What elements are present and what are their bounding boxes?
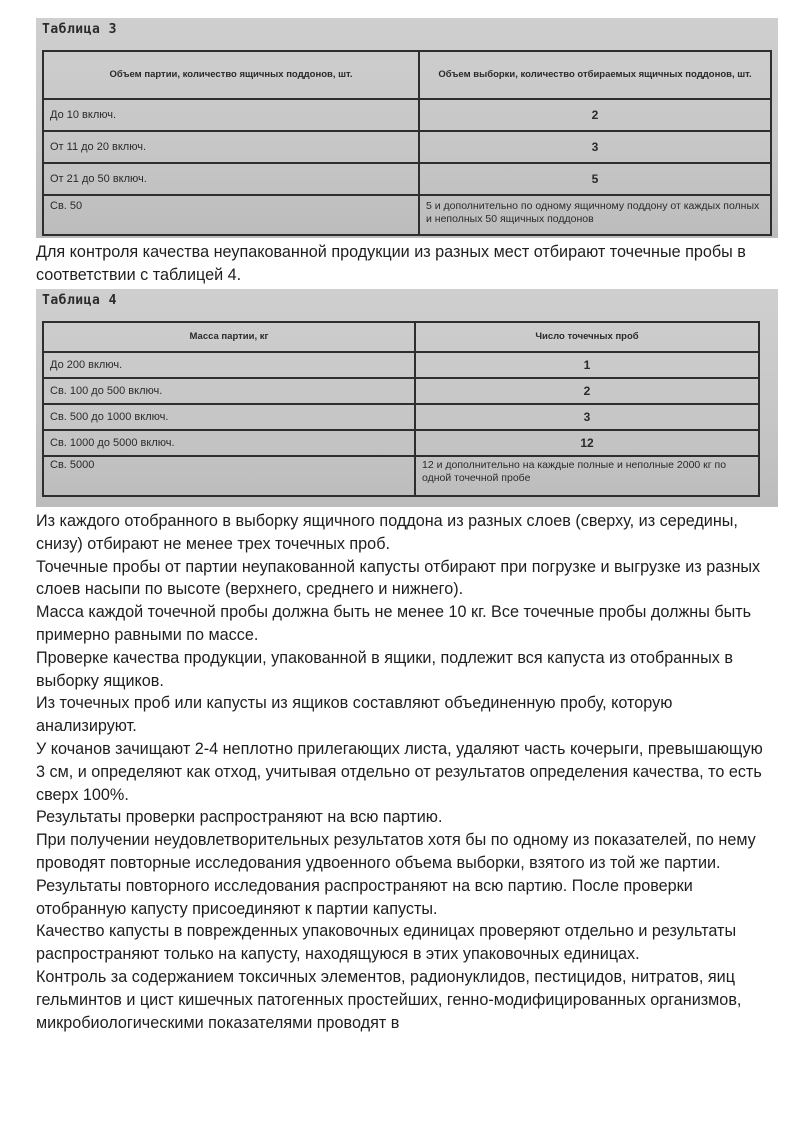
- paragraph: Качество капусты в поврежденных упаковочных единицах проверяют отдельно и результаты распространяют только на капусту, находящуюся в этих упаковочных единицах.: [36, 922, 737, 964]
- table-header-cell: Объем выборки, количество отбираемых ящичных поддонов, шт.: [419, 51, 771, 99]
- table-cell: 12: [415, 430, 759, 456]
- table-4-photo: [36, 289, 778, 507]
- table-row: [43, 131, 771, 163]
- intro-text: [36, 241, 776, 287]
- table-cell: Св. 100 до 500 включ.: [43, 378, 415, 404]
- paragraph: Результаты проверки распространяют на всю партию.: [36, 808, 443, 827]
- table-cell: 5: [419, 163, 771, 195]
- paragraph: Проверке качества продукции, упакованной в ящики, подлежит вся капуста из отобранных в выборку ящиков.: [36, 648, 733, 690]
- table-4-title: Таблица 4: [42, 293, 117, 308]
- table-row: [43, 352, 759, 378]
- paragraph: При получении неудовлетворительных результатов хотя бы по одному из показателей, по нему проводят повторные исследования удвоенного объема выборки, взятого из той же партии. Результаты повторного исследования распространяют на всю партию. После проверки отобранную капусту присоединяют к партии капусты.: [36, 831, 756, 918]
- paragraph: У кочанов зачищают 2-4 неплотно прилегающих листа, удаляют часть кочерыги, превышающую 3 см, и определяют как отход, учитывая отдельно от результатов определения качества, то есть сверх 100%.: [36, 739, 763, 804]
- table-3-title: Таблица 3: [42, 22, 117, 37]
- table-row: [43, 99, 771, 131]
- table-row: [43, 456, 759, 496]
- table-cell: Св. 500 до 1000 включ.: [43, 404, 415, 430]
- paragraph: Точечные пробы от партии неупакованной капусты отбирают при погрузке и выгрузке из разных слоев насыпи по высоте (верхнего, среднего и нижнего).: [36, 557, 761, 599]
- table-cell: До 10 включ.: [43, 99, 419, 131]
- table-cell: 12 и дополнительно на каждые полные и неполные 2000 кг по одной точечной пробе: [415, 456, 759, 496]
- table-cell: Св. 50: [43, 195, 419, 235]
- table-header-row: [43, 322, 759, 352]
- table-row: [43, 378, 759, 404]
- table-row: [43, 195, 771, 235]
- intro-paragraph: Для контроля качества неупакованной продукции из разных мест отбирают точечные пробы в соответствии с таблицей 4.: [36, 243, 746, 284]
- table-3: [42, 50, 772, 236]
- table-cell: 5 и дополнительно по одному ящичному поддону от каждых полных и неполных 50 ящичных поддонов: [419, 195, 771, 235]
- paragraph: Из каждого отобранного в выборку ящичного поддона из разных слоев (сверху, из середины, снизу) отбирают не менее трех точечных проб.: [36, 512, 738, 553]
- table-cell: 1: [415, 352, 759, 378]
- table-cell: Св. 1000 до 5000 включ.: [43, 430, 415, 456]
- paragraph: Из точечных проб или капусты из ящиков составляют объединенную пробу, которую анализируют.: [36, 694, 673, 736]
- table-row: [43, 163, 771, 195]
- table-4: [42, 321, 760, 497]
- table-row: [43, 404, 759, 430]
- table-header-cell: Число точечных проб: [415, 322, 759, 352]
- table-cell: 2: [415, 378, 759, 404]
- table-header-row: [43, 51, 771, 99]
- table-cell: До 200 включ.: [43, 352, 415, 378]
- table-cell: 3: [419, 131, 771, 163]
- paragraph: Контроль за содержанием токсичных элементов, радионуклидов, пестицидов, нитратов, яиц гельминтов и цист кишечных патогенных простейших, генно-модифицированных организмов, микробиологическими показателями проводят в: [36, 967, 742, 1032]
- table-cell: От 21 до 50 включ.: [43, 163, 419, 195]
- body-text: [36, 510, 776, 1034]
- table-row: [43, 430, 759, 456]
- table-cell: От 11 до 20 включ.: [43, 131, 419, 163]
- table-3-photo: [36, 18, 778, 238]
- table-header-cell: Объем партии, количество ящичных поддонов, шт.: [43, 51, 419, 99]
- table-header-cell: Масса партии, кг: [43, 322, 415, 352]
- paragraph: Масса каждой точечной пробы должна быть не менее 10 кг. Все точечные пробы должны быть примерно равными по массе.: [36, 603, 752, 644]
- table-cell: 2: [419, 99, 771, 131]
- table-cell: Св. 5000: [43, 456, 415, 496]
- table-cell: 3: [415, 404, 759, 430]
